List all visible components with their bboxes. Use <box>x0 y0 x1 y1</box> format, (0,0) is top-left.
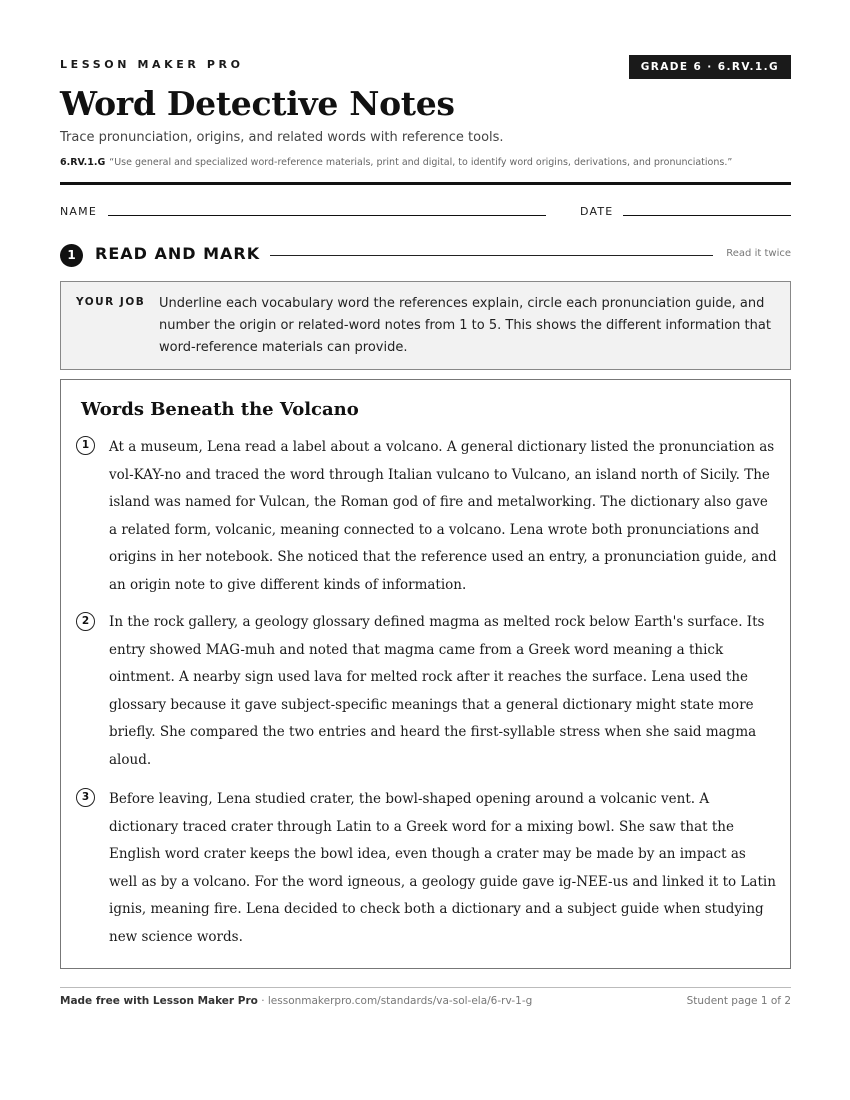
your-job-text: Underline each vocabulary word the references explain, circle each pronunciation guide, and number the origin or related-word notes from 1 to 5. This shows the different information that word-reference materials can provide. <box>159 296 771 355</box>
brand-name: LESSON MAKER PRO <box>60 58 244 71</box>
passage-paragraph-2: In the rock gallery, a geology glossary defined magma as melted rock below Earth's surface. Its entry showed MAG-muh and noted that magma came from a Greek word meaning a thick ointment. A nearby sign used lava for melted rock after it reaches the surface. Lena used the glossary because it gave subject-specific meanings that a general dictionary might state more briefly. She compared the two entries and heard the first-syllable stress when she said magma aloud. <box>109 614 765 768</box>
reading-passage <box>60 379 791 969</box>
page-title: Word Detective Notes <box>60 84 455 123</box>
footer-page-number: Student page 1 of 2 <box>686 995 791 1007</box>
your-job-label: YOUR JOB <box>76 296 146 308</box>
paragraph-number-1: 1 <box>76 436 95 455</box>
grade-badge: GRADE 6 · 6.RV.1.G <box>629 55 791 79</box>
paragraph-number-3: 3 <box>76 788 95 807</box>
your-job-box <box>60 281 791 370</box>
passage-title: Words Beneath the Volcano <box>81 399 359 420</box>
section-header <box>60 242 791 268</box>
section-title: READ AND MARK <box>95 244 261 263</box>
footer-made-with: Made free with Lesson Maker Pro <box>60 995 258 1007</box>
name-field[interactable] <box>108 215 546 216</box>
standard-text: “Use general and specialized word-reference materials, print and digital, to identify word origins, derivations, and pronunciations.” <box>109 157 733 168</box>
header-divider <box>60 182 791 185</box>
page-subtitle: Trace pronunciation, origins, and related words with reference tools. <box>60 130 504 145</box>
date-label: DATE <box>580 205 614 218</box>
section-rule <box>270 255 713 256</box>
date-field[interactable] <box>623 215 791 216</box>
paragraph-number-2: 2 <box>76 612 95 631</box>
passage-paragraph-1: At a museum, Lena read a label about a volcano. A general dictionary listed the pronunciation as vol-KAY-no and traced the word through Italian vulcano to Vulcano, an island north of Sicily. The island was named for Vulcan, the Roman god of fire and metalworking. The dictionary also gave a related form, volcanic, meaning connected to a volcano. Lena wrote both pronunciations and origins in her notebook. She noticed that the reference used an entry, a pronunciation guide, and an origin note to give different kinds of information. <box>109 439 777 593</box>
passage-paragraph-3: Before leaving, Lena studied crater, the bowl-shaped opening around a volcanic vent. A dictionary traced crater through Latin to a Greek word for a mixing bowl. She saw that the English word crater keeps the bowl idea, even though a crater may be made by an impact as well as by a volcano. For the word igneous, a geology guide gave ig-NEE-us and linked it to Latin ignis, meaning fire. Lena decided to check both a dictionary and a subject guide when studying new science words. <box>109 791 776 945</box>
worksheet-page <box>60 0 791 1100</box>
footer-credit <box>60 995 532 1007</box>
footer-divider <box>60 987 791 988</box>
name-label: NAME <box>60 205 97 218</box>
section-number-badge: 1 <box>60 244 83 267</box>
footer-url[interactable]: · lessonmakerpro.com/standards/va-sol-ela/6-rv-1-g <box>257 995 533 1007</box>
standard-statement <box>60 157 791 168</box>
standard-code: 6.RV.1.G <box>60 157 106 168</box>
section-note: Read it twice <box>726 248 791 259</box>
